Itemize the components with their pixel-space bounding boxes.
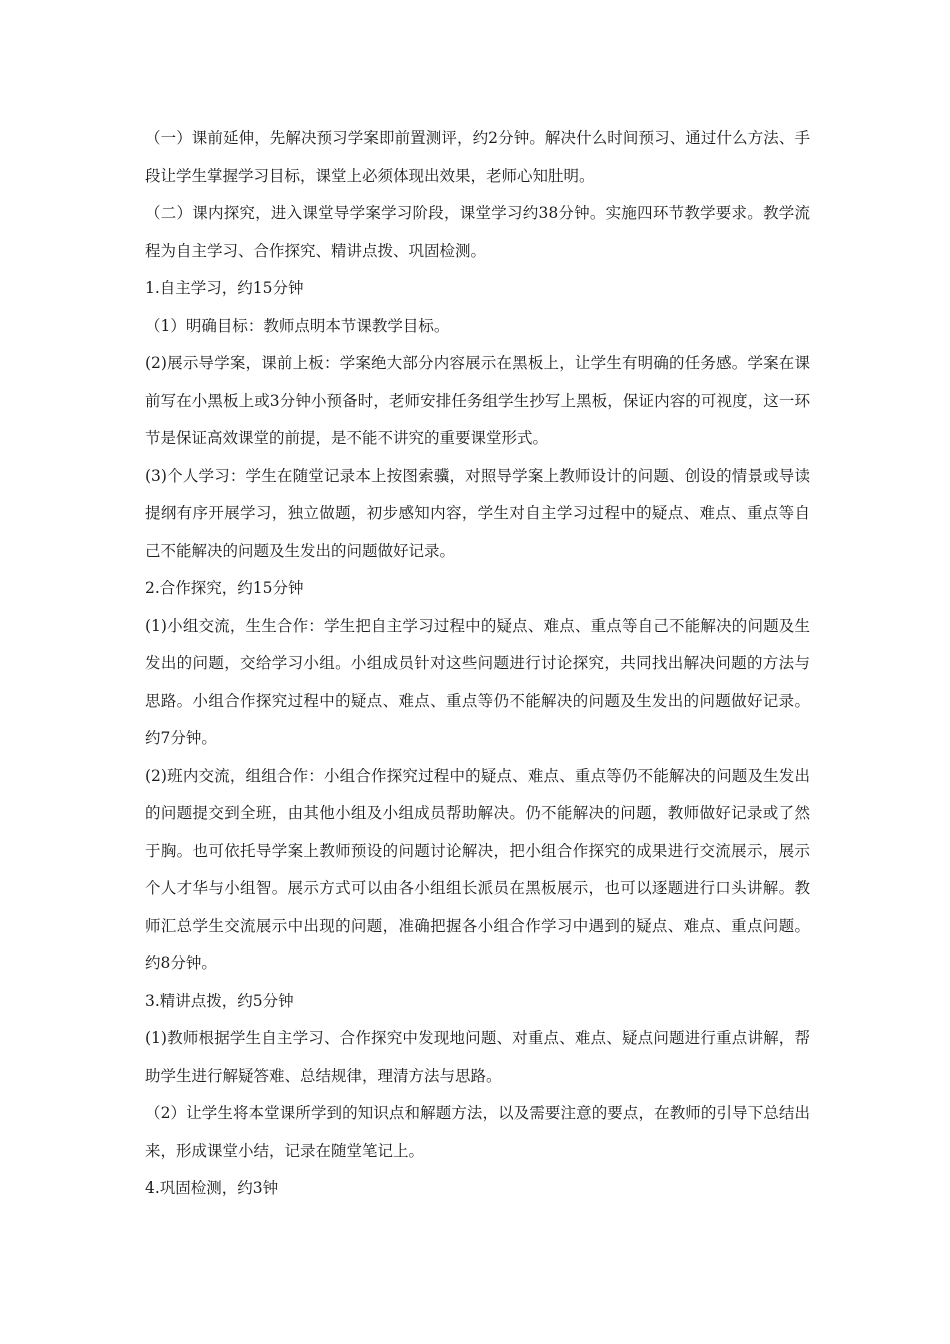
paragraph-group-exchange: (1)小组交流，生生合作：学生把自主学习过程中的疑点、难点、重点等自己不能解决的问题及生发出的问题，交给学习小组。小组成员针对这些问题进行讨论探究，共同找出解决问题的方法与思路。小组合作探究过程中的疑点、难点、重点等仍不能解决的问题及生发出的问题做好记录。约7分钟。 [145, 616, 810, 747]
paragraph-clear-goals: （1）明确目标：教师点明本节课教学目标。 [145, 316, 450, 335]
paragraph-pre-class-extension: （一）课前延伸，先解决预习学案即前置测评，约2分钟。解决什么时间预习、通过什么方法、手段让学生掌握学习目标，课堂上必须体现出效果，老师心知肚明。 [145, 129, 810, 185]
paragraph-class-exchange: (2)班内交流，组组合作：小组合作探究过程中的疑点、难点、重点等仍不能解决的问题及生发出的问题提交到全班，由其他小组及小组成员帮助解决。仍不能解决的问题，教师做好记录或了然于胸。也可依托导学案上教师预设的问题讨论解决，把小组合作探究的成果进行交流展示，展示个人才华与小组智。展示方式可以由各小组组长派员在黑板展示，也可以逐题进行口头讲解。教师汇总学生交流展示中出现的问题，准确把握各小组合作学习中遇到的疑点、难点、重点问题。约8分钟。 [145, 766, 810, 972]
heading-key-explanation: 3.精讲点拨，约5分钟 [145, 991, 294, 1010]
document-page [145, 120, 810, 1208]
heading-cooperative-inquiry: 2.合作探究，约15分钟 [145, 579, 304, 597]
paragraph-class-summary: （2）让学生将本堂课所学到的知识点和解题方法，以及需要注意的要点，在教师的引导下总结出来，形成课堂小结，记录在随堂笔记上。 [145, 1104, 810, 1160]
paragraph-individual-study: (3)个人学习：学生在随堂记录本上按图索骥，对照导学案上教师设计的问题、创设的情景或导读提纲有序开展学习，独立做题，初步感知内容，学生对自主学习过程中的疑点、难点、重点等自己不能解决的问题及生发出的问题做好记录。 [145, 466, 810, 560]
paragraph-in-class-inquiry: （二）课内探究，进入课堂导学案学习阶段，课堂学习约38分钟。实施四环节教学要求。教学流程为自主学习、合作探究、精讲点拨、巩固检测。 [145, 204, 810, 260]
heading-self-study: 1.自主学习，约15分钟 [145, 279, 304, 297]
paragraph-teacher-explains: (1)教师根据学生自主学习、合作探究中发现地问题、对重点、难点、疑点问题进行重点讲解，帮助学生进行解疑答难、总结规律，理清方法与思路。 [145, 1029, 810, 1085]
paragraph-show-study-guide: (2)展示导学案，课前上板：学案绝大部分内容展示在黑板上，让学生有明确的任务感。学案在课前写在小黑板上或3分钟小预备时，老师安排任务组学生抄写上黑板，保证内容的可视度，这一环节是保证高效课堂的前提，是不能不讲究的重要课堂形式。 [145, 354, 810, 447]
heading-consolidation-test: 4.巩固检测，约3钟 [145, 1179, 279, 1197]
